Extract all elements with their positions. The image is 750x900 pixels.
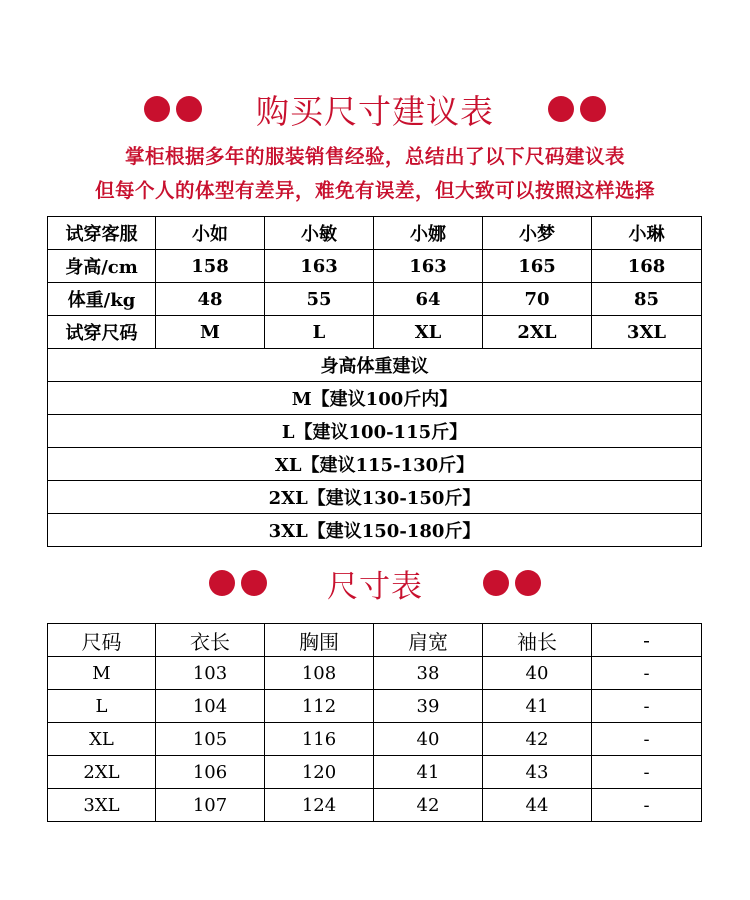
intro-line-2: 但每个人的体型有差异，难免有误差，但大致可以按照这样选择 bbox=[94, 179, 655, 202]
column-header: - bbox=[592, 624, 702, 657]
table-cell: 42 bbox=[374, 789, 483, 822]
table-row bbox=[48, 349, 702, 382]
table-row bbox=[48, 250, 702, 283]
size-recommendation-xl: XL【建议115-130斤】 bbox=[48, 448, 702, 481]
red-dot-icon bbox=[144, 96, 170, 122]
table-cell: 163 bbox=[265, 250, 374, 283]
table-cell: 试穿尺码 bbox=[48, 316, 156, 349]
table-row bbox=[48, 690, 702, 723]
table-cell: 40 bbox=[374, 723, 483, 756]
table-row bbox=[48, 217, 702, 250]
red-dot-icon bbox=[209, 570, 235, 596]
size-recommendation-l: L【建议100-115斤】 bbox=[48, 415, 702, 448]
intro-line-1: 掌柜根据多年的服装销售经验，总结出了以下尺码建议表 bbox=[124, 145, 625, 168]
column-header: 袖长 bbox=[483, 624, 592, 657]
table-cell: 107 bbox=[156, 789, 265, 822]
left-dots bbox=[209, 570, 267, 596]
right-dots bbox=[548, 96, 606, 122]
size-chart-title: 尺寸表 bbox=[327, 568, 423, 605]
table-row bbox=[48, 789, 702, 822]
table-cell: 41 bbox=[374, 756, 483, 789]
table-cell: 70 bbox=[483, 283, 592, 316]
red-dot-icon bbox=[176, 96, 202, 122]
table-cell: 小梦 bbox=[483, 217, 592, 250]
table-cell: 55 bbox=[265, 283, 374, 316]
table-cell: - bbox=[592, 756, 702, 789]
table-cell: 40 bbox=[483, 657, 592, 690]
table-row bbox=[48, 657, 702, 690]
size-recommendation-2xl: 2XL【建议130-150斤】 bbox=[48, 481, 702, 514]
table-row bbox=[48, 514, 702, 547]
table-row bbox=[48, 448, 702, 481]
right-dots bbox=[483, 570, 541, 596]
table-cell: L bbox=[48, 690, 156, 723]
table-cell: 116 bbox=[265, 723, 374, 756]
table-header-row bbox=[48, 624, 702, 657]
table-cell: - bbox=[592, 789, 702, 822]
fit-recommendation-table bbox=[47, 216, 702, 547]
table-cell: 小敏 bbox=[265, 217, 374, 250]
recommendation-heading bbox=[0, 84, 750, 134]
table-cell: M bbox=[156, 316, 265, 349]
table-cell: - bbox=[592, 723, 702, 756]
table-cell: L bbox=[265, 316, 374, 349]
table-cell: 48 bbox=[156, 283, 265, 316]
table-row bbox=[48, 283, 702, 316]
table-cell: 体重/kg bbox=[48, 283, 156, 316]
table-cell: - bbox=[592, 657, 702, 690]
red-dot-icon bbox=[515, 570, 541, 596]
table-cell: 120 bbox=[265, 756, 374, 789]
table-row bbox=[48, 382, 702, 415]
table-cell: 41 bbox=[483, 690, 592, 723]
table-cell: 身高/cm bbox=[48, 250, 156, 283]
table-cell: 105 bbox=[156, 723, 265, 756]
table-cell: 2XL bbox=[483, 316, 592, 349]
table-row bbox=[48, 316, 702, 349]
table-cell: 106 bbox=[156, 756, 265, 789]
red-dot-icon bbox=[580, 96, 606, 122]
table-cell: 103 bbox=[156, 657, 265, 690]
table-cell: XL bbox=[374, 316, 483, 349]
table-cell: 165 bbox=[483, 250, 592, 283]
table-cell: 158 bbox=[156, 250, 265, 283]
table-row bbox=[48, 481, 702, 514]
column-header: 尺码 bbox=[48, 624, 156, 657]
table-cell: 小琳 bbox=[592, 217, 702, 250]
column-header: 衣长 bbox=[156, 624, 265, 657]
table-row bbox=[48, 723, 702, 756]
table-cell: 小娜 bbox=[374, 217, 483, 250]
column-header: 胸围 bbox=[265, 624, 374, 657]
table-cell: 39 bbox=[374, 690, 483, 723]
table-cell: 85 bbox=[592, 283, 702, 316]
table-cell: 163 bbox=[374, 250, 483, 283]
table-cell: 124 bbox=[265, 789, 374, 822]
table-cell: - bbox=[592, 690, 702, 723]
table-cell: 2XL bbox=[48, 756, 156, 789]
table-cell: 64 bbox=[374, 283, 483, 316]
red-dot-icon bbox=[483, 570, 509, 596]
table-cell: 3XL bbox=[592, 316, 702, 349]
recommendation-section-label: 身高体重建议 bbox=[48, 349, 702, 382]
table-cell: 112 bbox=[265, 690, 374, 723]
table-cell: 小如 bbox=[156, 217, 265, 250]
column-header: 肩宽 bbox=[374, 624, 483, 657]
size-chart-table bbox=[47, 623, 702, 822]
red-dot-icon bbox=[548, 96, 574, 122]
table-row bbox=[48, 756, 702, 789]
table-row bbox=[48, 415, 702, 448]
table-cell: 168 bbox=[592, 250, 702, 283]
table-cell: 38 bbox=[374, 657, 483, 690]
table-cell: 3XL bbox=[48, 789, 156, 822]
left-dots bbox=[144, 96, 202, 122]
size-recommendation-m: M【建议100斤内】 bbox=[48, 382, 702, 415]
size-chart-heading bbox=[0, 560, 750, 606]
recommendation-title: 购买尺寸建议表 bbox=[256, 91, 494, 131]
table-cell: XL bbox=[48, 723, 156, 756]
table-cell: 试穿客服 bbox=[48, 217, 156, 250]
table-cell: 43 bbox=[483, 756, 592, 789]
size-recommendation-3xl: 3XL【建议150-180斤】 bbox=[48, 514, 702, 547]
table-cell: 104 bbox=[156, 690, 265, 723]
table-cell: 44 bbox=[483, 789, 592, 822]
table-cell: M bbox=[48, 657, 156, 690]
table-cell: 42 bbox=[483, 723, 592, 756]
red-dot-icon bbox=[241, 570, 267, 596]
table-cell: 108 bbox=[265, 657, 374, 690]
